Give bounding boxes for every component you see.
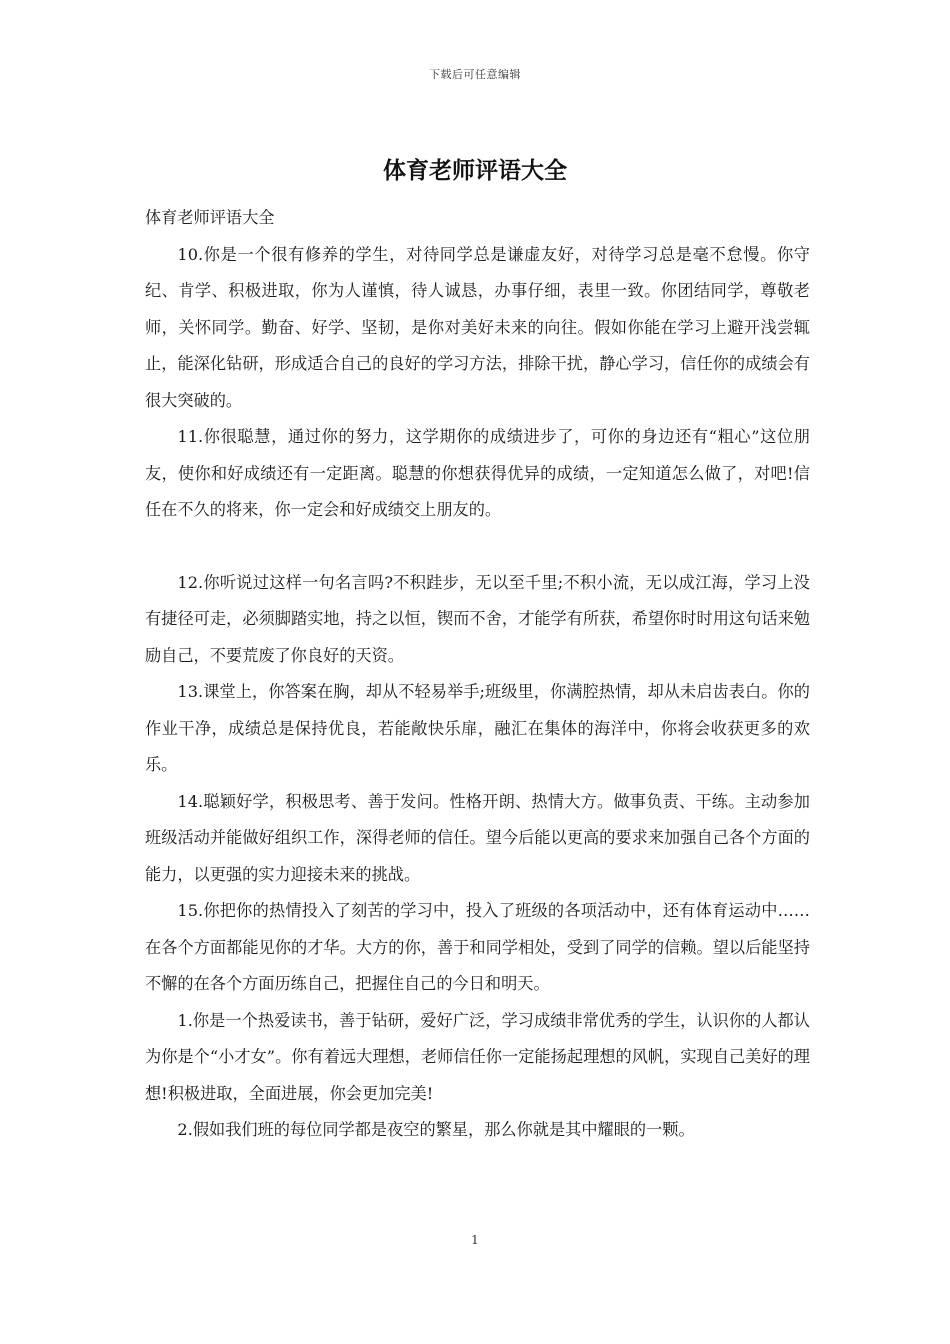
document-title: 体育老师评语大全 xyxy=(383,157,567,184)
comment-paragraph-13: 13.课堂上，你答案在胸，却从不轻易举手;班级里，你满腔热情，却从未启齿表白。你的作业干净，成绩总是保持优良，若能敞快乐扉，融汇在集体的海洋中，你将会收获更多的欢乐。 xyxy=(145,682,810,774)
comment-paragraph-12: 12.你听说过这样一句名言吗?不积跬步，无以至千里;不积小流，无以成江海，学习上没有捷径可走，必须脚踏实地，持之以恒，锲而不舍，才能学有所获，希望你时时用这句话来勉励自己，不要荒废了你良好的天资。 xyxy=(145,572,810,665)
comment-paragraph-14: 14.聪颖好学，积极思考、善于发问。性格开朗、热情大方。做事负责、干练。主动参加班级活动并能做好组织工作，深得老师的信任。望今后能以更高的要求来加强自己各个方面的能力，以更强的实力迎接未来的挑战。 xyxy=(145,791,810,884)
comment-paragraph-1: 1.你是一个热爱读书，善于钻研，爱好广泛，学习成绩非常优秀的学生，认识你的人都认为你是个“小才女”。你有着远大理想，老师信任你一定能扬起理想的风帆，实现自己美好的理想!积极进取，全面进展，你会更加完美! xyxy=(145,1010,810,1103)
page-number: 1 xyxy=(471,1233,479,1247)
comment-paragraph-15: 15.你把你的热情投入了刻苦的学习中，投入了班级的各项活动中，还有体育运动中……在各个方面都能见你的才华。大方的你，善于和同学相处，受到了同学的信赖。望以后能坚持不懈的在各个方面历练自己，把握住自己的今日和明天。 xyxy=(145,901,810,993)
comment-paragraph-11: 11.你很聪慧，通过你的努力，这学期你的成绩进步了，可你的身边还有“粗心”这位朋友，使你和好成绩还有一定距离。聪慧的你想获得优异的成绩，一定知道怎么做了，对吧!信任在不久的将来，你一定会和好成绩交上朋友的。 xyxy=(145,427,810,519)
page-header-note: 下载后可任意编辑 xyxy=(429,68,521,81)
comment-paragraph-2: 2.假如我们班的每位同学都是夜空的繁星，那么你就是其中耀眼的一颗。 xyxy=(177,1120,695,1139)
document-body xyxy=(145,200,810,1149)
comment-paragraph-10: 10.你是一个很有修养的学生，对待同学总是谦虚友好，对待学习总是毫不怠慢。你守纪、肯学、积极进取，你为人谨慎，待人诚恳，办事仔细，表里一致。你团结同学，尊敬老师，关怀同学。勤奋、好学、坚韧，是你对美好未来的向往。假如你能在学习上避开浅尝辄止，能深化钻研，形成适合自己的良好的学习方法，排除干扰，静心学习，信任你的成绩会有很大突破的。 xyxy=(145,244,810,410)
document-subtitle: 体育老师评语大全 xyxy=(145,208,275,227)
